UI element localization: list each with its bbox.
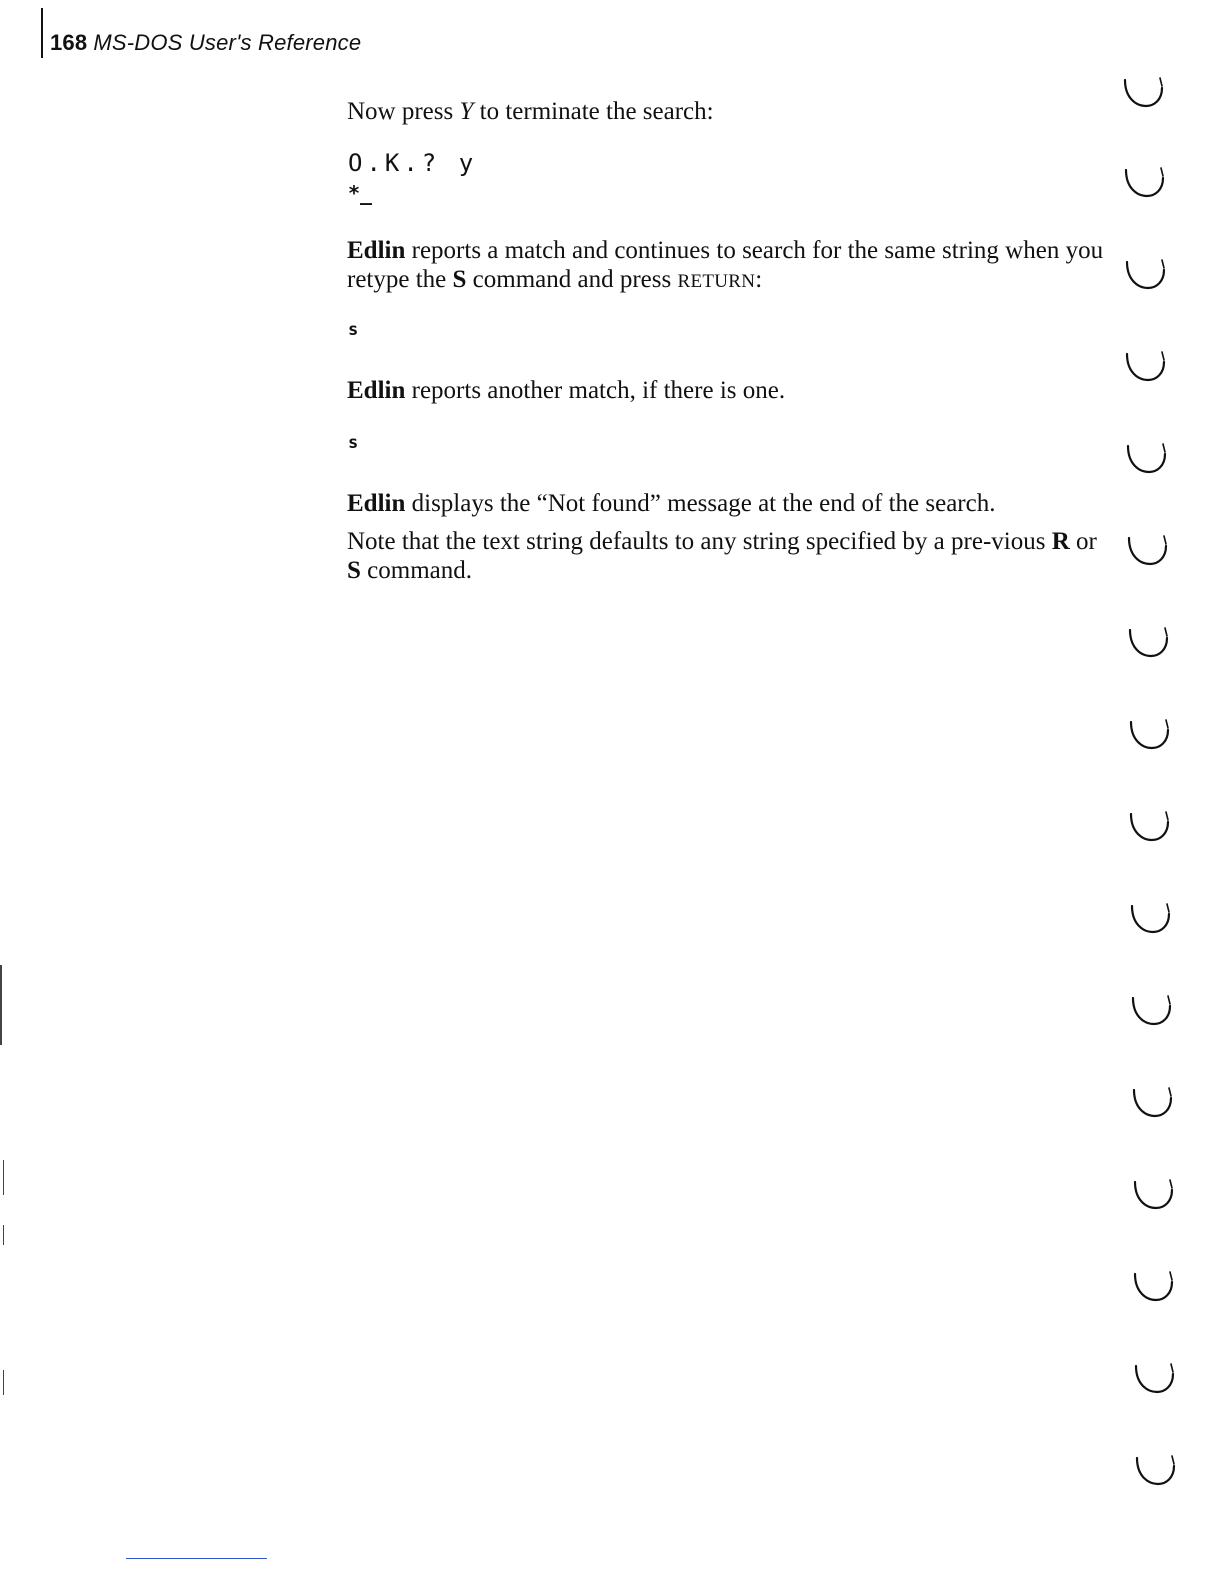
paragraph-another-match (347, 376, 1107, 405)
p1-text-before: Now press (347, 98, 460, 125)
p5-text-2: or (1069, 528, 1097, 555)
command-s: S (452, 266, 467, 293)
edlin-term: Edlin (347, 377, 406, 404)
binder-hole-icon (1124, 258, 1166, 292)
key-y: Y (459, 98, 474, 125)
binder-hole-icon (1129, 902, 1171, 936)
edlin-term: Edlin (347, 490, 406, 517)
code-ok-prompt: O.K.? y (348, 149, 478, 177)
p2-text-1: reports a match and continues to search for the same string when you retype the (347, 237, 1104, 293)
p3-text: reports another match, if there is one. (405, 377, 786, 404)
p2-text-3: : (755, 266, 763, 293)
command-r: R (1051, 528, 1070, 555)
paragraph-not-found (347, 489, 1107, 518)
key-return: RETURN (677, 271, 756, 292)
page-header (50, 30, 361, 56)
scan-edge-mark (0, 965, 2, 1045)
p5-text-3: command. (360, 557, 472, 584)
binder-hole-icon (1128, 810, 1170, 844)
running-title: MS-DOS User's Reference (93, 30, 362, 55)
p5-text-1: Note that the text string defaults to any string specified by a pre-vious (347, 528, 1052, 555)
paragraph-default-string (347, 527, 1107, 585)
header-rule (41, 8, 43, 58)
scan-edge-mark (3, 1225, 4, 1245)
binder-hole-icon (1123, 166, 1165, 200)
binder-hole-icon (1127, 626, 1169, 660)
p4-text: displays the “Not found” message at the end of the search. (405, 490, 996, 517)
binder-hole-icon (1126, 534, 1168, 568)
page-number: 168 (50, 30, 88, 55)
binder-hole-icon (1124, 350, 1166, 384)
binder-hole-icon (1122, 76, 1164, 110)
binder-hole-icon (1131, 1086, 1173, 1120)
code-s-command-1: s (348, 320, 359, 340)
binder-hole-icon (1130, 994, 1172, 1028)
binder-hole-icon (1133, 1362, 1175, 1396)
binder-hole-icon (1125, 442, 1167, 476)
paragraph-terminate-search (347, 97, 1107, 126)
scan-edge-mark (3, 1370, 4, 1395)
binder-hole-icon (1132, 1178, 1174, 1212)
code-s-command-2: s (348, 433, 359, 453)
binder-hole-icon (1134, 1454, 1176, 1488)
binder-hole-icon (1128, 718, 1170, 752)
p1-text-after: to terminate the search: (473, 98, 714, 125)
binder-hole-icon (1132, 1270, 1174, 1304)
paragraph-match-continue (347, 236, 1107, 296)
scan-edge-mark (3, 1160, 4, 1195)
edlin-term: Edlin (347, 237, 406, 264)
code-cursor-prompt: *_ (348, 181, 373, 205)
footer-rule (126, 1558, 267, 1559)
p2-text-2: command and press (466, 266, 678, 293)
command-s: S (347, 557, 361, 584)
